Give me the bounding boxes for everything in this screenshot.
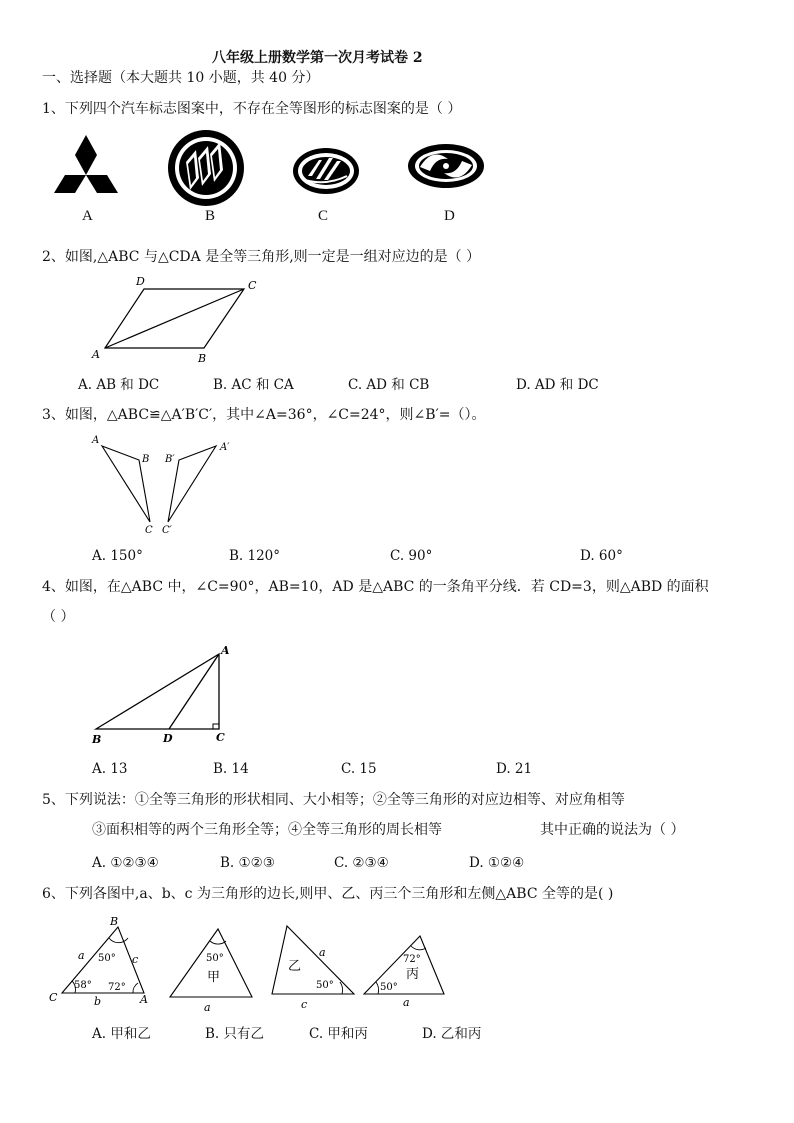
logo-a-mitsubishi-icon <box>50 135 122 195</box>
q6-abc-angle-b: 50° <box>98 953 116 964</box>
q3-text: 3、如图，△ABC≌△A′B′C′，其中∠A=36°，∠C=24°，则∠B′=（）。 <box>42 407 486 423</box>
section-heading: 一、选择题（本大题共 10 小题，共 40 分） <box>42 70 320 86</box>
q6-abc-label-c: C <box>49 991 58 1004</box>
q4-option-d[interactable]: D. 21 <box>496 761 533 777</box>
q2-option-c[interactable]: C. AD 和 CB <box>348 377 430 393</box>
q6-triangle-bing-figure <box>360 930 448 1016</box>
q6-abc-label-a: A <box>140 993 148 1006</box>
q6-option-c[interactable]: C. 甲和丙 <box>309 1026 368 1042</box>
q6-abc-side-b: b <box>94 995 102 1008</box>
q6-triangle-yi-figure <box>268 920 358 1012</box>
q4-option-b[interactable]: B. 14 <box>213 761 249 777</box>
q3-label-b: B <box>142 454 150 465</box>
q3-option-d[interactable]: D. 60° <box>580 548 623 564</box>
q4-option-a[interactable]: A. 13 <box>92 761 128 777</box>
q4-text-2: （ ） <box>42 609 75 625</box>
q3-triangles-figure <box>90 432 240 540</box>
q4-option-c[interactable]: C. 15 <box>341 761 377 777</box>
q6-bing-name: 丙 <box>406 967 420 982</box>
q3-option-a[interactable]: A. 150° <box>92 548 143 564</box>
q5-text-2: ③面积相等的两个三角形全等；④全等三角形的周长相等 <box>92 822 442 838</box>
logo-c-lifan-icon <box>291 146 361 196</box>
q4-label-d: D <box>163 732 173 745</box>
logo-b-buick-icon <box>166 128 246 208</box>
q6-option-d[interactable]: D. 乙和丙 <box>422 1026 482 1042</box>
q2-label-b: B <box>198 352 207 365</box>
q5-option-c[interactable]: C. ②③④ <box>334 855 389 871</box>
q1-text: 1、下列四个汽车标志图案中，不存在全等图形的标志图案的是（ ） <box>42 101 462 117</box>
q3-label-c-prime: C′ <box>162 525 172 536</box>
q6-jia-angle: 50° <box>206 953 224 964</box>
q6-triangle-jia-figure <box>166 925 258 1013</box>
q2-text: 2、如图,△ABC 与△CDA 是全等三角形,则一定是一组对应边的是（ ） <box>42 249 481 265</box>
q2-label-a: A <box>92 348 100 361</box>
q6-yi-side-c: c <box>301 998 308 1011</box>
exam-title: 八年级上册数学第一次月考试卷 2 <box>212 50 423 66</box>
q1-caption-a: A <box>82 208 93 224</box>
q5-text: 5、下列说法：①全等三角形的形状相同、大小相等；②全等三角形的对应边相等、对应角相等 <box>42 792 625 808</box>
q6-abc-side-a: a <box>78 949 85 962</box>
q3-label-a-prime: A′ <box>220 442 230 453</box>
logo-d-haima-icon <box>406 141 486 191</box>
q6-jia-name: 甲 <box>207 970 221 985</box>
q5-text-3: 其中正确的说法为（ ） <box>540 822 685 838</box>
q3-option-c[interactable]: C. 90° <box>390 548 433 564</box>
q6-triangle-abc-figure <box>44 913 156 1013</box>
q4-text: 4、如图，在△ABC 中，∠C=90°，AB=10，AD 是△ABC 的一条角平分线．若 CD=3，则△ABD 的面积 <box>42 579 709 595</box>
q4-label-c: C <box>216 731 225 744</box>
q2-label-c: C <box>248 279 257 292</box>
q6-bing-side: a <box>403 996 410 1009</box>
q6-yi-side-a: a <box>319 946 326 959</box>
q3-label-a: A <box>92 435 100 446</box>
q3-label-b-prime: B′ <box>165 454 175 465</box>
q6-bing-angle-left: 50° <box>380 982 398 993</box>
q6-text: 6、下列各图中,a、b、c 为三角形的边长,则甲、乙、丙三个三角形和左侧△ABC 全等的是( ) <box>42 886 614 902</box>
q6-jia-side: a <box>204 1001 211 1014</box>
q4-label-b: B <box>92 733 102 746</box>
q6-option-b[interactable]: B. 只有乙 <box>205 1026 265 1042</box>
q4-label-a: A <box>221 644 230 657</box>
q1-caption-b: B <box>205 208 216 224</box>
q2-parallelogram-figure <box>90 272 270 372</box>
q2-option-b[interactable]: B. AC 和 CA <box>213 377 294 393</box>
q5-option-d[interactable]: D. ①②④ <box>469 855 525 871</box>
q6-bing-angle-top: 72° <box>403 954 421 965</box>
q5-option-b[interactable]: B. ①②③ <box>220 855 275 871</box>
q6-abc-label-b: B <box>110 915 119 928</box>
q6-abc-angle-a: 72° <box>108 982 126 993</box>
q2-option-a[interactable]: A. AB 和 DC <box>78 377 160 393</box>
q6-yi-angle: 50° <box>316 980 334 991</box>
q6-option-a[interactable]: A. 甲和乙 <box>92 1026 151 1042</box>
q2-label-d: D <box>136 275 145 288</box>
q2-option-d[interactable]: D. AD 和 DC <box>516 377 599 393</box>
q6-abc-angle-c: 58° <box>74 980 92 991</box>
q6-yi-name: 乙 <box>288 959 302 974</box>
q5-option-a[interactable]: A. ①②③④ <box>92 855 159 871</box>
q6-abc-side-c: c <box>132 953 139 966</box>
q1-caption-d: D <box>444 208 455 224</box>
q1-caption-c: C <box>318 208 329 224</box>
q3-label-c: C <box>145 525 153 536</box>
q4-right-triangle-figure <box>88 642 248 752</box>
q3-option-b[interactable]: B. 120° <box>229 548 281 564</box>
